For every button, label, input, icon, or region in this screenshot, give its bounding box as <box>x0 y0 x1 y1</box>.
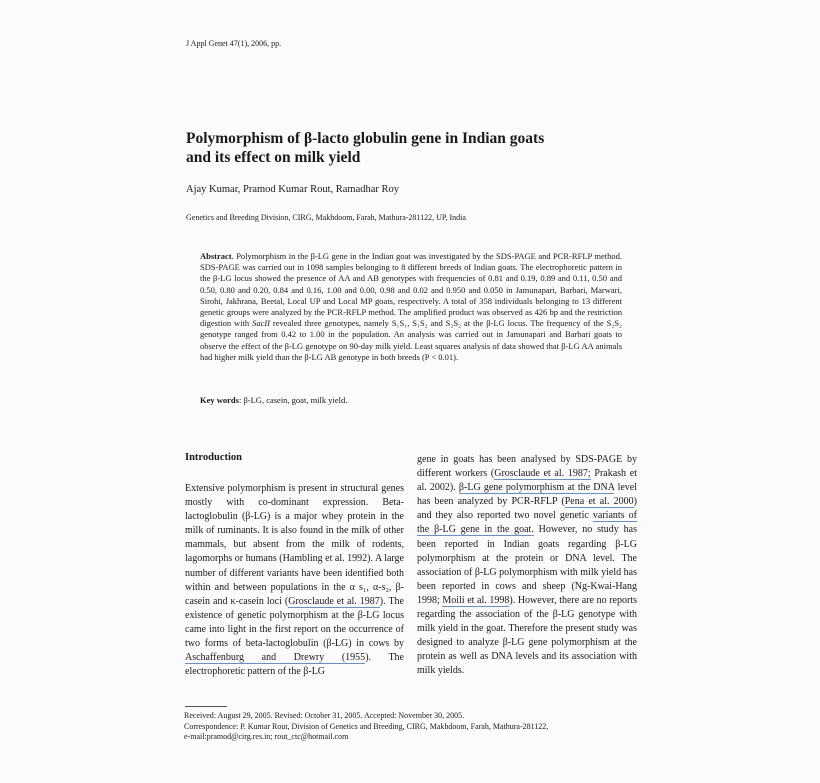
journal-reference: J Appl Genet 47(1), 2006, pp. <box>186 39 282 48</box>
keywords <box>200 395 622 405</box>
citation-link[interactable]: Grosclaude et al. 1987; <box>494 468 591 480</box>
intro-right-text-1: gene in goats has been analysed by SDS-PAGE by different workers ( <box>417 454 637 480</box>
footnote-divider <box>185 706 227 707</box>
title-line-2: and its effect on milk yield <box>186 149 361 166</box>
citation-link[interactable]: Aschaffenburg and Drewry (1955 <box>185 652 366 664</box>
introduction-left-column <box>185 482 404 679</box>
title-line-1: Polymorphism of β-lacto globulin gene in Indian goats <box>186 130 545 147</box>
citation-link[interactable]: variants of the β-LG gene in the goat. <box>417 510 637 536</box>
footnote-correspondence: Correspondence: P. Kumar Rout, Division of Genetics and Breeding, CIRG, Makhdoom, Farah, Mathura-281122, <box>184 721 549 731</box>
intro-right-text-2: Prakash et al. 2002). <box>417 468 637 494</box>
citation-link[interactable]: Grosclaude et al. 1987 <box>288 595 380 607</box>
enzyme-name: SacII <box>252 318 270 329</box>
intro-right-text-3: level has been analyzed by PCR-RFLP ( <box>417 482 637 508</box>
intro-left-text-1: Extensive polymorphism is present in structural genes mostly with co-dominant expression. Beta-lactoglobulin (β-LG) is a major whey protein in the milk of ruminants. It is also found in the milk of other mammals, but absent from the milk of rodents, lagomorphs or humans (Hambling et al. 1992). A large number of different variants have been identified both within and between populations in the α s₁, α-s₂, β-casein and κ-casein loci ( <box>185 483 404 607</box>
footnote <box>184 711 638 743</box>
intro-right-text-5: However, no study has been reported in Indian goats regarding β-LG polymorphism at the protein or DNA level. The association of β-LG polymorphism with milk yield has been reported in cows and sheep (Ng-Kwai-Hang 1998; <box>417 524 637 606</box>
footnote-email: e-mail:pramod@cirg.res.in; rout_ctc@hotmail.com <box>184 732 349 741</box>
section-heading-introduction: Introduction <box>185 452 242 463</box>
citation-link[interactable]: β-LG gene polymorphism at the DNA <box>458 482 615 494</box>
introduction-right-column <box>417 453 637 679</box>
citation-link[interactable]: Moili et al. 1998 <box>442 594 510 606</box>
abstract-label: Abstract <box>200 251 232 261</box>
paper-title <box>186 129 646 167</box>
keywords-text: : β-LG, casein, goat, milk yield. <box>238 395 348 405</box>
intro-right-text-4: ) and they also reported two novel genetic <box>417 496 637 522</box>
citation-link[interactable]: Pena et al. 2000 <box>564 496 634 508</box>
abstract-text-part1: . Polymorphism in the β-LG gene in the Indian goat was investigated by the SDS-PAGE and PCR-RFLP method. SDS-PAGE was carried out in 1098 samples belonging to 8 different breeds of Indian goats. The electrophoretic pattern in the β-LG locus showed the presence of AA and AB genotypes with frequencies of 0.81 and 0.19, 0.89 and 0.11, 0.50 and 0.50, 0.80 and 0.20, 0.84 and 0.16, 1.00 and 0.00, 0.98 and 0.02 and 0.950 and 0.050 in Jamunapari, Barbari, Marwari, Sirohi, Jakhrana, Beetal, Local UP and Local MP goats, respectively. A total of 358 individuals belonging to 13 different genetic groups were analyzed by the PCR-RFLP method. The amplified product was observed as 426 bp and the restriction digestion with <box>200 251 622 329</box>
footnote-received: Received: August 29, 2005. Revised: October 31, 2005. Accepted: November 30, 2005. <box>184 711 465 720</box>
author-list: Ajay Kumar, Pramod Kumar Rout, Ramadhar Roy <box>186 184 400 195</box>
keywords-label: Key words <box>200 395 239 405</box>
intro-right-text-6: ). However, there are no reports regarding the association of the β-LG genotype with milk yield in the goat. Therefore the present study was designed to analyze β-LG gene polymorphism at the protein as well as DNA levels and its association with milk yields. <box>417 594 637 677</box>
intro-left-text-2: ). The existence of genetic polymorphism at the β-LG locus came into light in the first report on the occurrence of two forms of beta-lactoglobulin (β-LG) in cows by <box>185 595 404 650</box>
intro-left-text-3: ). The electrophoretic pattern of the β-LG <box>185 652 404 678</box>
abstract-text-part2: revealed three genotypes, namely S₁S₁, S₁S₂ and S₂S₂ at the β-LG locus. The frequency of the S₂S₂ genotype ranged from 0.42 to 1.00 in the population. An analysis was carried out in Jamunapari and Barbari goats to observe the effect of the β-LG genotype on 90-day milk yield. Least squares analysis of data showed that β-LG AA animals had higher milk yield than the β-LG AB genotype in both breeds (P < 0.01). <box>200 318 622 362</box>
abstract <box>200 251 622 363</box>
affiliation: Genetics and Breeding Division, CIRG, Makhdoom, Farah, Mathura-281122, UP, India <box>186 213 466 222</box>
